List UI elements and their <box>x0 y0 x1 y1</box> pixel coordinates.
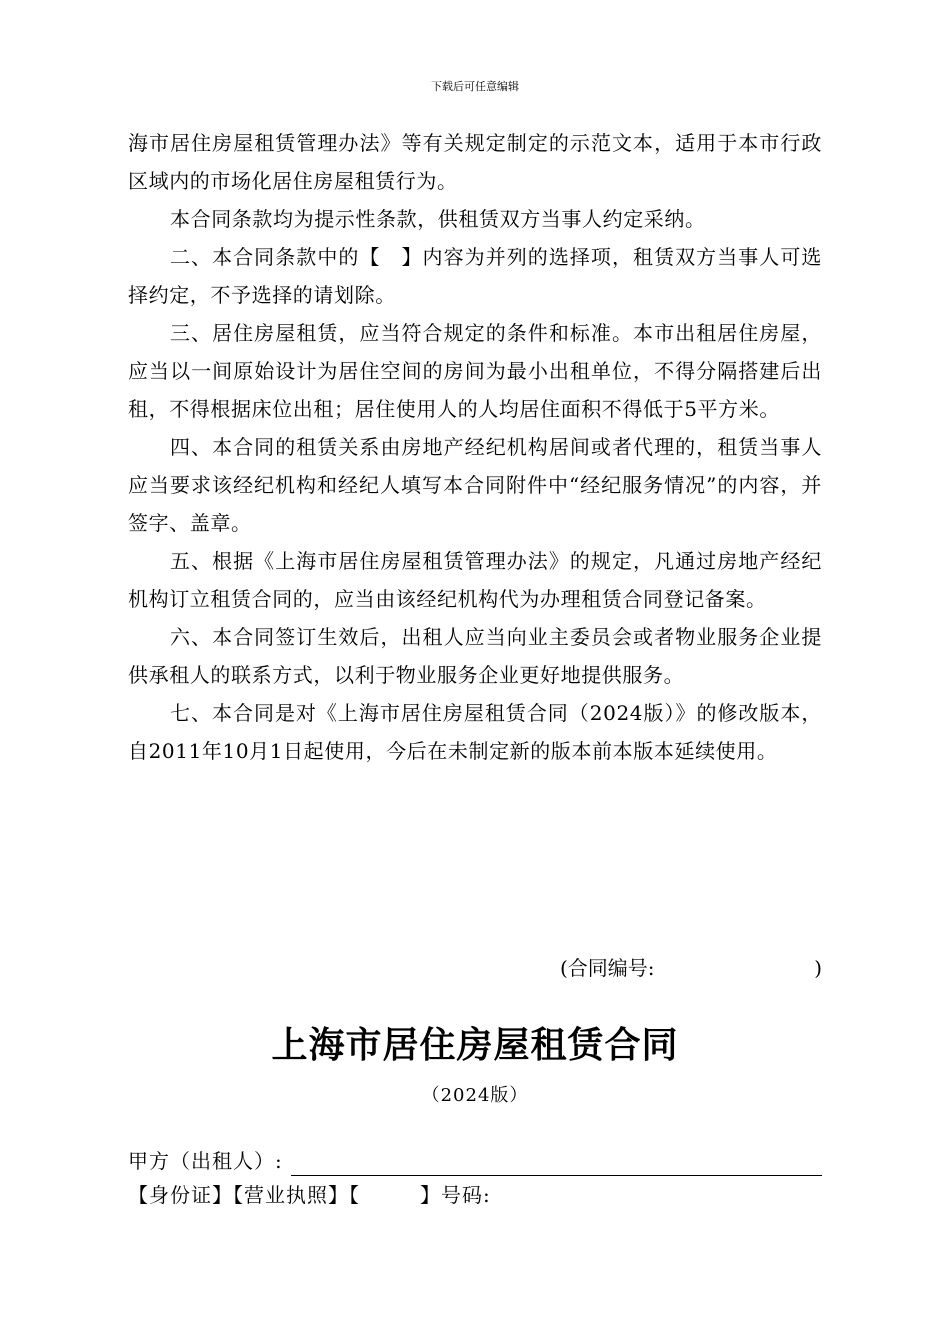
party-a-label: 甲方（出租人）: <box>128 1149 283 1173</box>
paragraph-seven: 七、本合同是对《上海市居住房屋租赁合同（2024版）》的修改版本，自2011年10月1日起使用，今后在未制定新的版本前本版本延续使用。 <box>128 701 822 763</box>
paragraph-six: 六、本合同签订生效后，出租人应当向业主委员会或者物业服务企业提供承租人的联系方式，以利于物业服务企业更好地提供服务。 <box>128 625 822 687</box>
paragraph-clauses: 本合同条款均为提示性条款，供租赁双方当事人约定采纳。 <box>170 207 706 231</box>
document-version: （2024版） <box>421 1085 529 1106</box>
party-a-row <box>128 1146 822 1176</box>
id-type-options: 【身份证】【营业执照】【 <box>128 1183 360 1207</box>
contract-number <box>560 953 822 983</box>
header-note: 下载后可任意编辑 <box>431 80 519 93</box>
party-a-blank-line[interactable] <box>291 1151 822 1176</box>
contract-number-close: ) <box>814 956 822 980</box>
paragraph-two: 二、本合同条款中的【 】内容为并列的选择项，租赁双方当事人可选择约定，不予选择的请划除。 <box>128 245 822 307</box>
paragraph-intro: 海市居住房屋租赁管理办法》等有关规定制定的示范文本，适用于本市行政区域内的市场化居住房屋租赁行为。 <box>128 131 822 193</box>
paragraph-four: 四、本合同的租赁关系由房地产经纪机构居间或者代理的，租赁当事人应当要求该经纪机构和经纪人填写本合同附件中“经纪服务情况”的内容，并签字、盖章。 <box>128 435 822 535</box>
preface-text <box>128 124 822 770</box>
document-title: 上海市居住房屋租赁合同 <box>271 1025 679 1066</box>
id-number-label: 】号码: <box>420 1183 491 1207</box>
paragraph-five: 五、根据《上海市居住房屋租赁管理办法》的规定，凡通过房地产经纪机构订立租赁合同的，应当由该经纪机构代为办理租赁合同登记备案。 <box>128 549 822 611</box>
id-type-row <box>128 1180 822 1210</box>
contract-number-label: (合同编号: <box>560 956 655 980</box>
paragraph-three: 三、居住房屋租赁，应当符合规定的条件和标准。本市出租居住房屋，应当以一间原始设计为居住空间的房间为最小出租单位，不得分隔搭建后出租，不得根据床位出租；居住使用人的人均居住面积不得低于5平方米。 <box>128 321 822 421</box>
